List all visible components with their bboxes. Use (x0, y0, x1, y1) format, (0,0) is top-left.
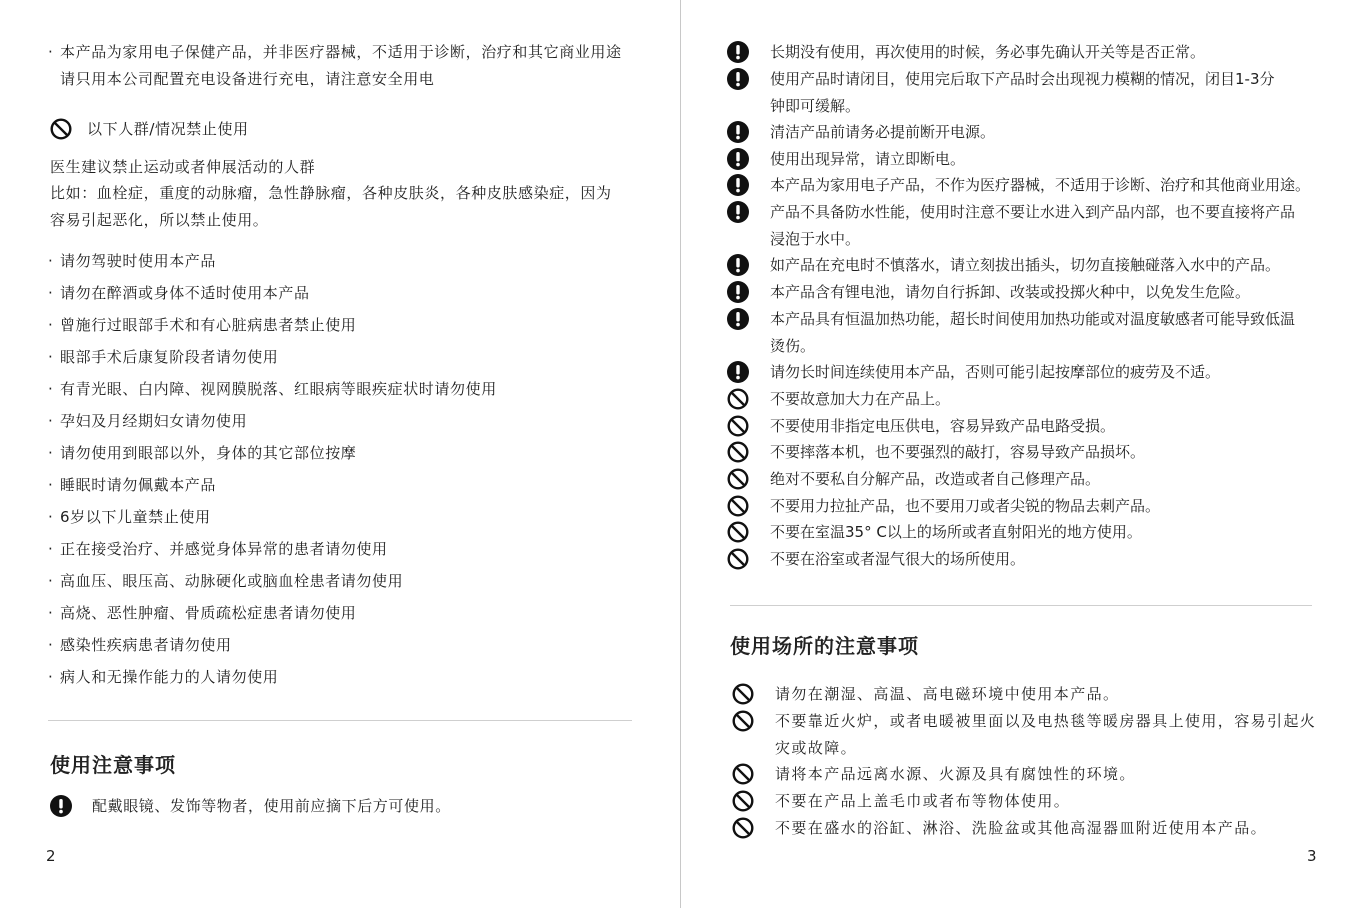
prohibited-heading: 以下人群/情况禁止使用 (87, 120, 249, 138)
page-right (681, 0, 1361, 908)
bullet: · (48, 572, 53, 590)
item-line: 不要摔落本机，也不要强烈的敲打，容易导致产品损坏。 (770, 443, 1146, 461)
warning-icon (727, 121, 749, 143)
bullet: · (48, 636, 53, 654)
location-item (775, 815, 1267, 842)
warning-item (770, 252, 1280, 279)
list-item: 睡眠时请勿佩戴本产品 (60, 476, 217, 494)
item-line: 钟即可缓解。 (770, 96, 861, 115)
location-item (775, 681, 1119, 708)
page-number: 2 (46, 847, 56, 865)
prohibited-icon (727, 388, 749, 410)
location-item (775, 708, 1316, 761)
warning-icon (727, 174, 749, 196)
warning-icon (727, 281, 749, 303)
warning-icon (727, 148, 749, 170)
warning-item (770, 119, 995, 146)
list-item: 曾施行过眼部手术和有心脏病患者禁止使用 (60, 316, 357, 334)
item-line: 绝对不要私自分解产品，改造或者自己修理产品。 (770, 470, 1101, 488)
location-item (775, 788, 1070, 815)
warning-icon (50, 795, 72, 817)
prohibited-item (770, 386, 950, 413)
item-line: 长期没有使用，再次使用的时候，务必事先确认开关等是否正常。 (770, 43, 1206, 61)
warning-icon (727, 254, 749, 276)
prohibited-icon (727, 495, 749, 517)
item-line: 烫伤。 (770, 336, 816, 355)
list-item: 请勿使用到眼部以外，身体的其它部位按摩 (60, 444, 357, 462)
list-item: 请勿在醉酒或身体不适时使用本产品 (60, 284, 310, 302)
prohibited-icon (732, 683, 754, 705)
item-line: 请勿在潮湿、高温、高电磁环境中使用本产品。 (775, 685, 1120, 703)
section-title: 使用注意事项 (50, 753, 176, 777)
bullet: · (48, 284, 53, 302)
intro-line: 本产品为家用电子保健产品，并非医疗器械，不适用于诊断，治疗和其它商业用途 (60, 43, 622, 61)
item-line: 不要靠近火炉，或者电暖被里面以及电热毯等暖房器具上使用，容易引起火 (775, 712, 1317, 730)
item-line: 请将本产品远离水源、火源及具有腐蚀性的环境。 (775, 765, 1136, 783)
warning-item (770, 146, 965, 173)
list-item: 孕妇及月经期妇女请勿使用 (60, 412, 248, 430)
page-left (0, 0, 680, 908)
prohibited-icon (732, 817, 754, 839)
list-item: 病人和无操作能力的人请勿使用 (60, 668, 279, 686)
warning-item (770, 39, 1205, 66)
warning-icon (727, 308, 749, 330)
item-line: 如产品在充电时不慎落水，请立刻拔出插头，切勿直接触碰落入水中的产品。 (770, 256, 1281, 274)
item-line: 不要在产品上盖毛巾或者布等物体使用。 (775, 792, 1071, 810)
doctor-note-line: 比如：血栓症，重度的动脉瘤，急性静脉瘤，各种皮肤炎，各种皮肤感染症，因为 (50, 184, 612, 202)
bullet: · (48, 604, 53, 622)
prohibited-icon (732, 790, 754, 812)
item-line: 请勿长时间连续使用本产品，否则可能引起按摩部位的疲劳及不适。 (770, 363, 1221, 381)
warning-icon (727, 68, 749, 90)
bullet: · (48, 668, 53, 686)
prohibited-icon (732, 710, 754, 732)
bullet: · (48, 348, 53, 366)
item-line: 浸泡于水中。 (770, 229, 861, 248)
warning-item (770, 66, 1275, 119)
list-item: 6岁以下儿童禁止使用 (60, 508, 211, 526)
bullet: · (48, 412, 53, 430)
bullet: · (48, 316, 53, 334)
warning-icon (727, 361, 749, 383)
item-line: 本产品为家用电子产品，不作为医疗器械，不适用于诊断、治疗和其他商业用途。 (770, 176, 1311, 194)
prohibited-icon (732, 763, 754, 785)
item-line: 清洁产品前请务必提前断开电源。 (770, 123, 996, 141)
prohibited-item (770, 519, 1142, 546)
item-line: 不要使用非指定电压供电，容易异致产品电路受损。 (770, 417, 1116, 435)
item-line: 使用出现异常，请立即断电。 (770, 150, 966, 168)
bullet: · (48, 444, 53, 462)
bullet: · (48, 476, 53, 494)
bullet: · (48, 252, 53, 270)
list-item: 有青光眼、白内障、视网膜脱落、红眼病等眼疾症状时请勿使用 (60, 380, 497, 398)
doctor-note-line: 容易引起恶化，所以禁止使用。 (50, 211, 269, 229)
section-title: 使用场所的注意事项 (730, 634, 919, 658)
list-item: 高烧、恶性肿瘤、骨质疏松症患者请勿使用 (60, 604, 357, 622)
item-line: 不要故意加大力在产品上。 (770, 390, 951, 408)
prohibited-item (770, 466, 1100, 493)
list-item: 眼部手术后康复阶段者请勿使用 (60, 348, 279, 366)
item-line: 不要用力拉扯产品，也不要用刀或者尖锐的物品去刺产品。 (770, 497, 1161, 515)
list-item: 感染性疾病患者请勿使用 (60, 636, 232, 654)
prohibited-item (770, 493, 1160, 520)
prohibited-icon (727, 441, 749, 463)
list-item: 请勿驾驶时使用本产品 (60, 252, 217, 270)
bullet: · (48, 380, 53, 398)
doctor-note-line: 医生建议禁止运动或者伸展活动的人群 (50, 158, 316, 176)
item-line: 不要在室温35° C以上的场所或者直射阳光的地方使用。 (770, 523, 1142, 541)
prohibited-icon (727, 548, 749, 570)
item-line: 灾或故障。 (775, 738, 858, 757)
prohibited-icon (727, 415, 749, 437)
location-item (775, 761, 1136, 788)
bullet: · (48, 43, 53, 61)
warning-item: 配戴眼镜、发饰等物者，使用前应摘下后方可使用。 (92, 797, 451, 815)
warning-item (770, 359, 1220, 386)
warning-item (770, 199, 1295, 252)
warning-item (770, 306, 1295, 359)
item-line: 本产品含有锂电池，请勿自行拆卸、改装或投掷火种中，以免发生危险。 (770, 283, 1251, 301)
item-line: 不要在盛水的浴缸、淋浴、洗脸盆或其他高湿器皿附近使用本产品。 (775, 819, 1268, 837)
prohibited-item (770, 546, 1025, 573)
prohibited-item (770, 413, 1115, 440)
bullet: · (48, 508, 53, 526)
warning-item (770, 279, 1250, 306)
item-line: 产品不具备防水性能，使用时注意不要让水进入到产品内部，也不要直接将产品 (770, 203, 1296, 221)
section-divider (730, 605, 1312, 606)
item-line: 不要在浴室或者湿气很大的场所使用。 (770, 550, 1026, 568)
warning-item (770, 172, 1310, 199)
page-number: 3 (1307, 847, 1317, 865)
item-line: 使用产品时请闭目，使用完后取下产品时会出现视力模糊的情况，闭目1-3分 (770, 70, 1275, 88)
list-item: 正在接受治疗、并感觉身体异常的患者请勿使用 (60, 540, 388, 558)
item-line: 本产品具有恒温加热功能，超长时间使用加热功能或对温度敏感者可能导致低温 (770, 310, 1296, 328)
prohibited-icon (50, 118, 72, 140)
prohibited-icon (727, 468, 749, 490)
warning-icon (727, 201, 749, 223)
section-divider (48, 720, 632, 721)
intro-line: 请只用本公司配置充电设备进行充电，请注意安全用电 (60, 70, 435, 88)
warning-icon (727, 41, 749, 63)
bullet: · (48, 540, 53, 558)
prohibited-item (770, 439, 1145, 466)
list-item: 高血压、眼压高、动脉硬化或脑血栓患者请勿使用 (60, 572, 404, 590)
prohibited-icon (727, 521, 749, 543)
